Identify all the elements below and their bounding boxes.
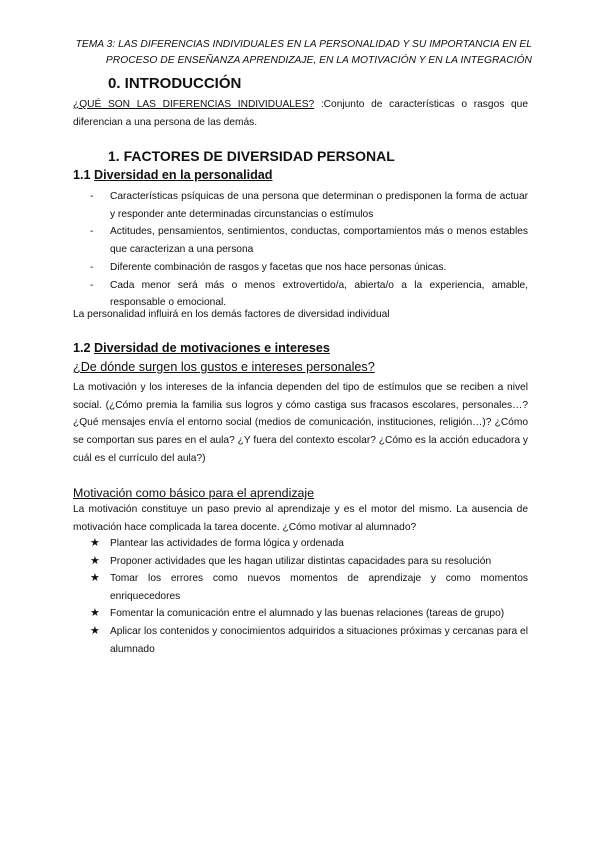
- list-item-text: Tomar los errores como nuevos momentos de aprendizaje y como momentos enriquecedores: [110, 573, 528, 602]
- list-item: [90, 623, 528, 658]
- list-item-text: Diferente combinación de rasgos y facetas que nos hace personas únicas.: [110, 261, 447, 273]
- subsection-1-2-number: 1.2: [73, 341, 95, 355]
- star-icon: ★: [90, 572, 100, 585]
- subsection-1-1-heading: [73, 168, 273, 182]
- dash-bullet: -: [90, 226, 94, 238]
- list-item: [90, 553, 528, 571]
- list-item-text: Aplicar los contenidos y conocimientos adquiridos a situaciones próximas y cercanas para el alumnado: [110, 625, 528, 655]
- star-icon: ★: [90, 554, 100, 567]
- subsection-1-2-heading: [73, 341, 330, 355]
- list-item-text: Plantear las actividades de forma lógica y ordenada: [110, 538, 344, 549]
- subsection-1-1-title: Diversidad en la personalidad: [94, 168, 273, 182]
- list-item: [90, 223, 528, 258]
- interests-paragraph: La motivación y los intereses de la infancia dependen del tipo de estímulos que se reciben a nivel social. (¿Cómo premia la familia sus logros y cómo castiga sus fracasos escolares, personales…? ¿Qué mensajes envía el entorno social (medios de comunicación, instituciones, religión…)? ¿Cómo se comportan sus pares en el aula? ¿Y fuera del contexto escolar? ¿Cómo es la acción educadora y cuál es el currículo del aula?): [73, 382, 528, 464]
- document-header: [70, 37, 532, 68]
- personality-list: [90, 188, 528, 312]
- star-icon: ★: [90, 607, 100, 620]
- list-item: [90, 188, 528, 223]
- star-icon: ★: [90, 537, 100, 549]
- personality-closing: La personalidad influirá en los demás factores de diversidad individual: [73, 309, 390, 320]
- dash-bullet: -: [90, 191, 94, 202]
- list-item-text: Características psíquicas de una persona que determinan o predisponen la forma de actuar y responder ante determinadas circunstancias o estímulos: [110, 191, 528, 220]
- star-icon: ★: [90, 624, 100, 637]
- section1-heading: 1. FACTORES DE DIVERSIDAD PERSONAL: [108, 148, 395, 164]
- intro-answer: :Conjunto de características o rasgos que diferencian a una persona de las demás.: [73, 99, 528, 128]
- intro-heading: 0. INTRODUCCIÓN: [108, 75, 242, 92]
- intro-paragraph: [73, 96, 528, 131]
- motivation-heading: Motivación como básico para el aprendizaje: [73, 486, 315, 500]
- list-item-text: Proponer actividades que les hagan utilizar distintas capacidades para su resolución: [110, 555, 492, 567]
- motivation-list: [90, 535, 528, 658]
- dash-bullet: -: [90, 279, 94, 291]
- interests-question: ¿De dónde surgen los gustos e intereses personales?: [73, 360, 375, 374]
- header-line-1: TEMA 3: LAS DIFERENCIAS INDIVIDUALES EN LA PERSONALIDAD Y SU IMPORTANCIA EN EL: [75, 39, 532, 50]
- list-item: [90, 570, 528, 605]
- list-item: [90, 605, 528, 623]
- list-item: [90, 259, 528, 277]
- subsection-1-2-title: Diversidad de motivaciones e intereses: [94, 341, 330, 355]
- list-item-text: Cada menor será más o menos extrovertido/a, abierta/o a la experiencia, amable, responsable o emocional.: [110, 279, 528, 309]
- list-item-text: Actitudes, pensamientos, sentimientos, conductas, comportamientos más o menos estables que caracterizan a una persona: [110, 226, 528, 256]
- list-item: [90, 535, 528, 553]
- dash-bullet: -: [90, 261, 94, 273]
- subsection-1-1-number: 1.1: [73, 168, 95, 182]
- header-line-2: PROCESO DE ENSEÑANZA APRENDIZAJE, EN LA MOTIVACIÓN Y EN LA INTEGRACIÓN: [105, 54, 532, 66]
- motivation-paragraph: La motivación constituye un paso previo al aprendizaje y es el motor del mismo. La ausencia de motivación hace complicada la tarea docente. ¿Cómo motivar al alumnado?: [73, 504, 528, 533]
- list-item-text: Fomentar la comunicación entre el alumnado y las buenas relaciones (tareas de grupo): [110, 608, 505, 620]
- intro-question: ¿QUÉ SON LAS DIFERENCIAS INDIVIDUALES?: [73, 99, 315, 110]
